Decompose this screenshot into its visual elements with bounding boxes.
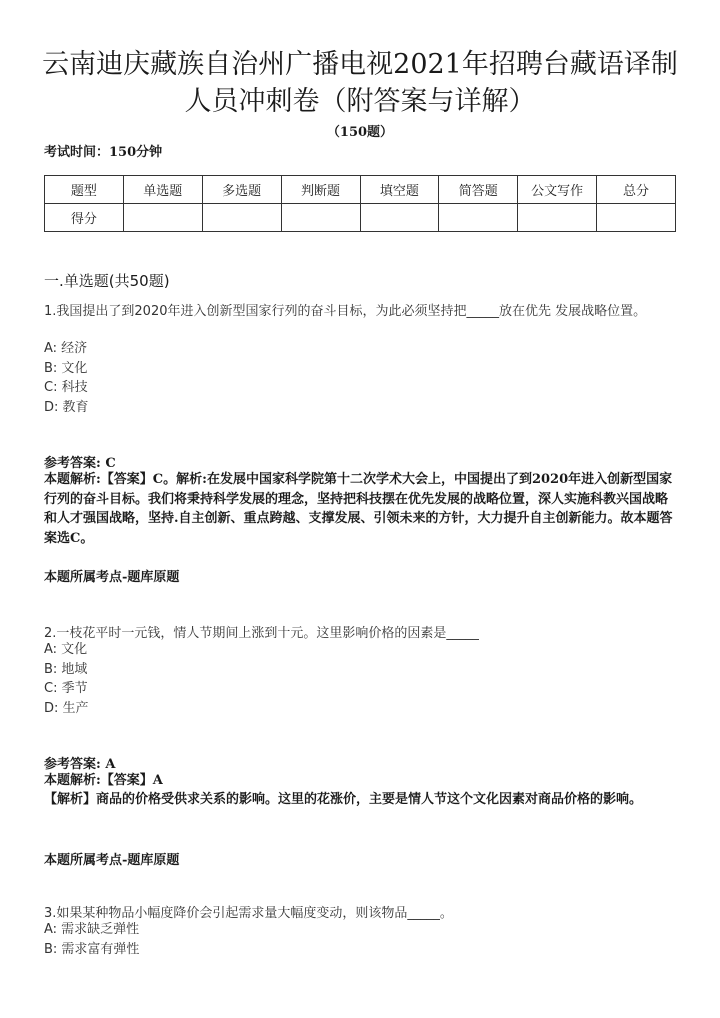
score-cell bbox=[360, 204, 439, 232]
score-cell bbox=[281, 204, 360, 232]
option-item: A: 经济 bbox=[44, 341, 88, 356]
option-list bbox=[44, 920, 139, 959]
question-stem: 1.我国提出了到2020年进入创新型国家行列的奋斗目标，为此必须坚持把_____放在优先 发展战略位置。 bbox=[44, 304, 647, 319]
option-list bbox=[44, 640, 89, 718]
option-item: D: 生产 bbox=[44, 700, 89, 716]
explanation-heading: 本题解析:【答案】A bbox=[44, 773, 163, 788]
explanation-text: 【解析】商品的价格受供求关系的影响。这里的花涨价，主要是情人节这个文化因素对商品价格的影响。 bbox=[44, 792, 643, 807]
source-note: 本题所属考点-题库原题 bbox=[44, 570, 180, 585]
answer-line: 参考答案: A bbox=[44, 757, 116, 772]
score-row-label: 得分 bbox=[45, 204, 124, 232]
score-header-cell: 总分 bbox=[597, 176, 676, 204]
score-header-cell: 判断题 bbox=[281, 176, 360, 204]
document-title-line2: 人员冲刺卷（附答案与详解） bbox=[184, 86, 536, 117]
option-item: C: 季节 bbox=[44, 681, 88, 696]
score-table-header-row bbox=[45, 176, 676, 204]
score-cell bbox=[123, 204, 202, 232]
option-item: C: 科技 bbox=[44, 380, 88, 395]
option-item: B: 需求富有弹性 bbox=[44, 941, 140, 957]
score-cell bbox=[439, 204, 518, 232]
option-item: D: 教育 bbox=[44, 399, 89, 415]
option-item: A: 文化 bbox=[44, 642, 88, 657]
option-list bbox=[44, 339, 89, 417]
source-note: 本题所属考点-题库原题 bbox=[44, 853, 180, 868]
score-header-cell: 公文写作 bbox=[518, 176, 597, 204]
document-title-line1: 云南迪庆藏族自治州广播电视2021年招聘台藏语译制 bbox=[42, 49, 678, 80]
score-table-score-row bbox=[45, 204, 676, 232]
exam-duration: 考试时间：150分钟 bbox=[44, 145, 163, 160]
option-item: B: 文化 bbox=[44, 360, 88, 376]
section-title: 一.单选题(共50题) bbox=[44, 272, 170, 290]
score-cell bbox=[597, 204, 676, 232]
explanation-text: 本题解析:【答案】C。解析:在发展中国家科学院第十二次学术大会上，中国提出了到2020年进入创新型国家行列的奋斗目标。我们将秉持科学发展的理念，坚持把科技摆在优先发展的战略位置，深人实施科教兴国战略和人才强国战略，坚持.自主创新、重点跨越、支撑发展、引领未来的方针，大力提升自主创新能力。故本题答案选C。 bbox=[44, 472, 673, 546]
score-cell bbox=[202, 204, 281, 232]
score-cell bbox=[518, 204, 597, 232]
question-stem: 3.如果某种物品小幅度降价会引起需求量大幅度变动，则该物品_____。 bbox=[44, 906, 453, 921]
score-header-cell: 填空题 bbox=[360, 176, 439, 204]
answer-line: 参考答案: C bbox=[44, 456, 116, 471]
score-header-cell: 简答题 bbox=[439, 176, 518, 204]
option-item: A: 需求缺乏弹性 bbox=[44, 922, 140, 937]
score-header-cell: 题型 bbox=[45, 176, 124, 204]
question-stem: 2.一枝花平时一元钱，情人节期间上涨到十元。这里影响价格的因素是_____ bbox=[44, 626, 479, 641]
option-item: B: 地域 bbox=[44, 661, 88, 677]
score-table bbox=[44, 175, 676, 232]
score-header-cell: 多选题 bbox=[202, 176, 281, 204]
score-header-cell: 单选题 bbox=[123, 176, 202, 204]
question-count: （150题） bbox=[326, 125, 394, 140]
